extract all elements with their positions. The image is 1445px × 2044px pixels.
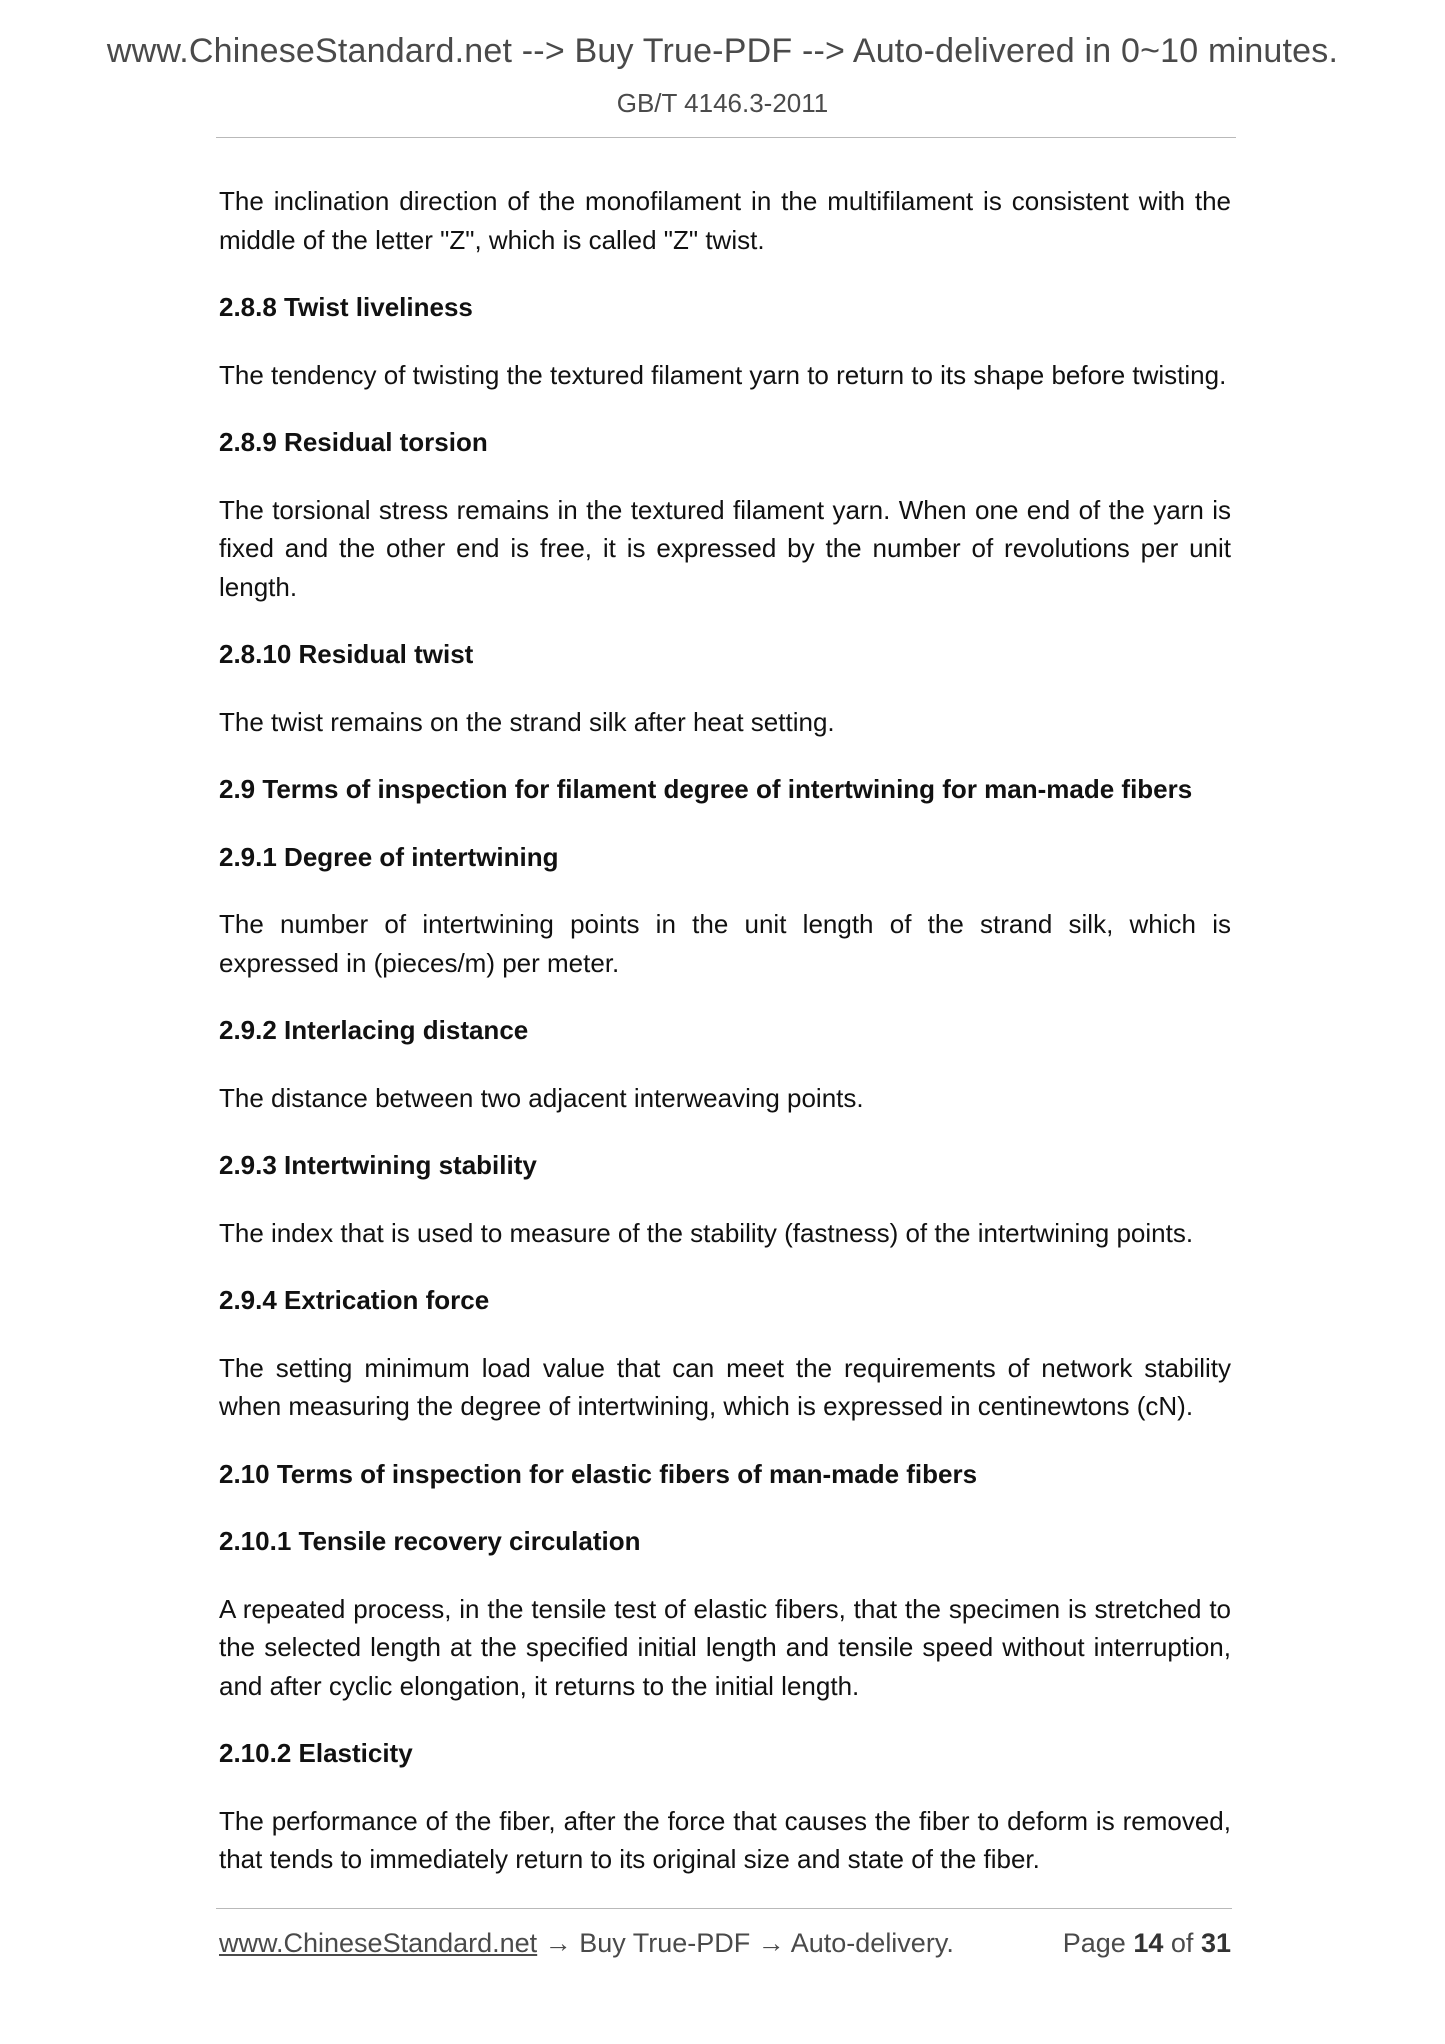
- section-heading-2-9-1: 2.9.1 Degree of intertwining: [219, 841, 559, 872]
- section-text-2-8-8: The tendency of twisting the textured filament yarn to return to its shape before twisting.: [219, 359, 1227, 390]
- page-total: 31: [1200, 1928, 1231, 1958]
- intro-paragraph: The inclination direction of the monofilament in the multifilament is consistent with the middle of the letter "Z", which is called "Z" twist.: [219, 186, 1231, 255]
- standard-code: GB/T 4146.3-2011: [616, 88, 829, 118]
- footer-left: [219, 1928, 954, 1959]
- section-heading-2-9-3: 2.9.3 Intertwining stability: [219, 1150, 537, 1180]
- footer-site-link[interactable]: www.ChineseStandard.net: [219, 1928, 538, 1958]
- section-heading-2-10-2: 2.10.2 Elasticity: [219, 1738, 413, 1768]
- footer-divider: [216, 1908, 1232, 1909]
- section-heading-2-9: 2.9 Terms of inspection for filament degree of intertwining for man-made fibers: [219, 774, 1193, 804]
- section-heading-2-8-10: 2.8.10 Residual twist: [219, 639, 474, 669]
- document-body: [219, 182, 1231, 1908]
- top-banner: www.ChineseStandard.net --> Buy True-PDF --> Auto-delivered in 0~10 minutes.: [106, 32, 1339, 70]
- section-text-2-8-10: The twist remains on the strand silk after heat setting.: [219, 706, 835, 737]
- header-divider: [216, 137, 1236, 138]
- page-indicator: [1063, 1928, 1231, 1959]
- section-text-2-10-1: A repeated process, in the tensile test of elastic fibers, that the specimen is stretched to the selected length at the specified initial length and tensile speed without interruption, and after cyclic elongation, it returns to the initial length.: [219, 1593, 1231, 1701]
- section-heading-2-10: 2.10 Terms of inspection for elastic fibers of man-made fibers: [219, 1458, 978, 1489]
- section-text-2-9-3: The index that is used to measure of the stability (fastness) of the intertwining points.: [219, 1217, 1194, 1248]
- section-heading-2-8-9: 2.8.9 Residual torsion: [219, 427, 488, 457]
- section-text-2-9-1: The number of intertwining points in the unit length of the strand silk, which is expressed in (pieces/m) per meter.: [219, 909, 1231, 978]
- section-text-2-10-2: The performance of the fiber, after the force that causes the fiber to deform is removed, that tends to immediately return to its original size and state of the fiber.: [219, 1805, 1231, 1874]
- section-heading-2-10-1: 2.10.1 Tensile recovery circulation: [219, 1526, 641, 1556]
- section-text-2-9-4: The setting minimum load value that can meet the requirements of network stability when measuring the degree of intertwining, which is expressed in centinewtons (cN).: [219, 1352, 1231, 1421]
- section-heading-2-8-8: 2.8.8 Twist liveliness: [219, 292, 473, 322]
- section-heading-2-9-2: 2.9.2 Interlacing distance: [219, 1015, 529, 1045]
- section-heading-2-9-4: 2.9.4 Extrication force: [219, 1285, 490, 1315]
- page-current: 14: [1133, 1928, 1164, 1958]
- of-label: of: [1170, 1928, 1194, 1958]
- page-label: Page: [1062, 1928, 1126, 1958]
- section-text-2-8-9: The torsional stress remains in the textured filament yarn. When one end of the yarn is fixed and the other end is free, it is expressed by the number of revolutions per unit length.: [219, 494, 1231, 602]
- section-text-2-9-2: The distance between two adjacent interweaving points.: [219, 1082, 864, 1113]
- footer-tagline: → Buy True-PDF → Auto-delivery.: [537, 1928, 954, 1958]
